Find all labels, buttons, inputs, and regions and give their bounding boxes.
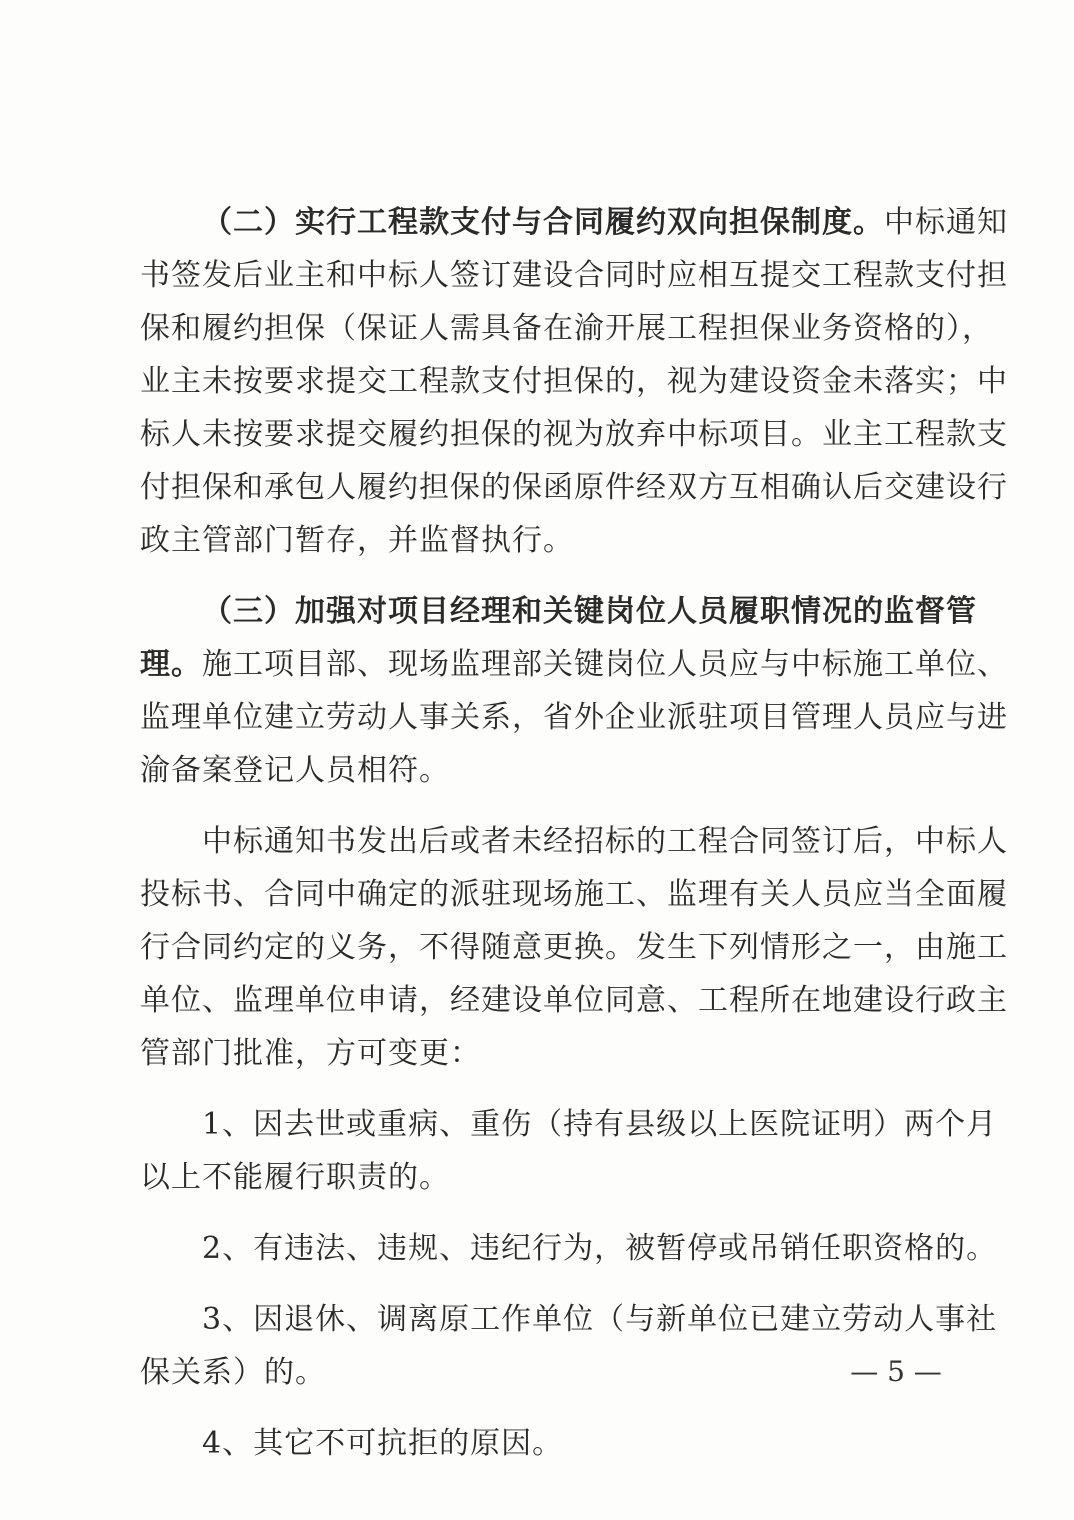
- paragraph-line-1: 中标通知书发出后或者未经招标的工程合同签订后，中标人: [202, 824, 1008, 859]
- list-item-3-line-2: 保关系）的。: [140, 1355, 326, 1390]
- list-item-1-line-1: 1、因去世或重病、重伤（持有县级以上医院证明）两个月: [202, 1107, 998, 1142]
- section-3-heading-end: 理。: [140, 647, 202, 682]
- list-item-2: 2、有违法、违规、违纪行为，被暂停或吊销任职资格的。: [202, 1231, 998, 1266]
- section-2-line-7: 政主管部门暂存，并监督执行。: [140, 523, 574, 558]
- list-item-1-line-2: 以上不能履行职责的。: [140, 1160, 450, 1195]
- list-item-3-line-1: 3、因退休、调离原工作单位（与新单位已建立劳动人事社: [202, 1302, 998, 1337]
- section-2-heading: （二）实行工程款支付与合同履约双向担保制度。: [202, 205, 884, 240]
- document-body: [140, 196, 1008, 1470]
- section-2-line-1-rest: 中标通知: [884, 205, 1008, 240]
- section-2-line-6: 付担保和承包人履约担保的保函原件经双方互相确认后交建设行: [140, 470, 1008, 505]
- section-2-line-4: 业主未按要求提交工程款支付担保的，视为建设资金未落实；中: [140, 364, 1008, 399]
- paragraph-line-2: 投标书、合同中确定的派驻现场施工、监理有关人员应当全面履: [140, 877, 1008, 912]
- page-number: — 5 —: [850, 1355, 942, 1388]
- paragraph-line-4: 单位、监理单位申请，经建设单位同意、工程所在地建设行政主: [140, 983, 1008, 1018]
- paragraph-line-5: 管部门批准，方可变更：: [140, 1036, 481, 1071]
- section-3-line-3: 监理单位建立劳动人事关系，省外企业派驻项目管理人员应与进: [140, 700, 1008, 735]
- section-2-line-5: 标人未按要求提交履约担保的视为放弃中标项目。业主工程款支: [140, 417, 1008, 452]
- section-2-line-1: [140, 196, 1008, 249]
- paragraph-line-3: 行合同约定的义务，不得随意更换。发生下列情形之一，由施工: [140, 930, 1008, 965]
- list-item-4: 4、其它不可抗拒的原因。: [202, 1426, 564, 1461]
- section-3-line-4: 渝备案登记人员相符。: [140, 753, 450, 788]
- section-3-heading: （三）加强对项目经理和关键岗位人员履职情况的监督管: [202, 594, 977, 629]
- section-3-line-2: [140, 638, 1008, 691]
- section-2-line-2: 书签发后业主和中标人签订建设合同时应相互提交工程款支付担: [140, 258, 1008, 293]
- section-3-line-2-rest: 施工项目部、现场监理部关键岗位人员应与中标施工单位、: [202, 647, 1008, 682]
- section-2-line-3: 保和履约担保（保证人需具备在渝开展工程担保业务资格的），: [140, 311, 993, 346]
